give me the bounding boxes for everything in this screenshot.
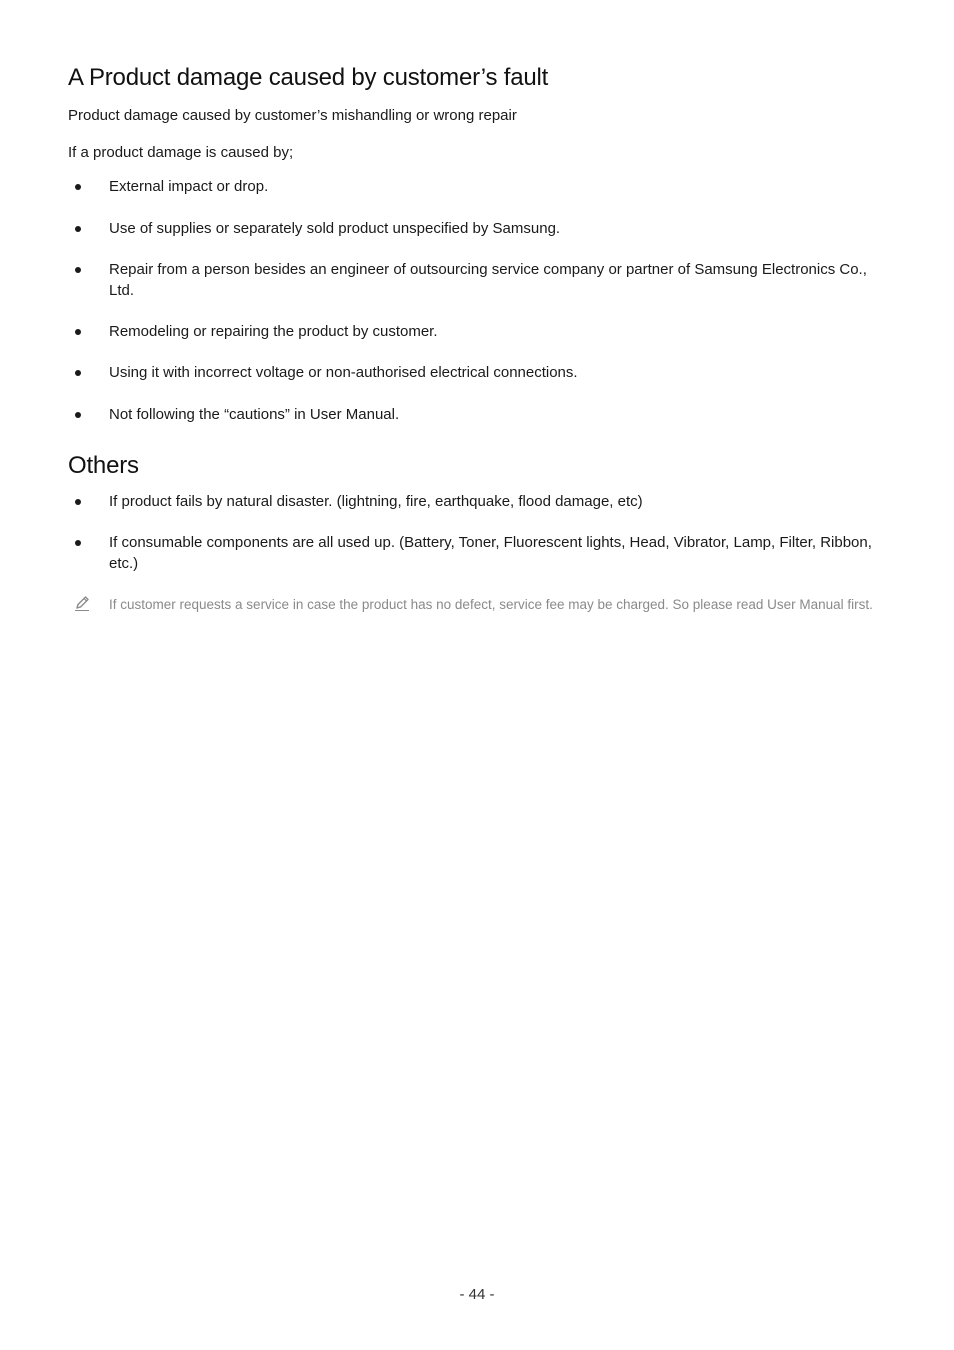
bullet-icon [75,370,81,376]
bullet-icon [75,540,81,546]
section-title-others: Others [68,452,139,479]
list-item: If consumable components are all used up. (Battery, Toner, Fluorescent lights, Head, Vibrator, Lamp, Filter, Ribbon, etc.) [68,532,878,574]
list-item: Not following the “cautions” in User Manual. [68,404,878,425]
section-subtitle: Product damage caused by customer’s mishandling or wrong repair [68,107,517,124]
section-title-customer-fault: A Product damage caused by customer’s fault [68,64,549,91]
note-block [68,593,878,616]
list-item: Remodeling or repairing the product by customer. [68,321,878,342]
section-intro: If a product damage is caused by; [68,144,294,161]
list-item: Repair from a person besides an engineer of outsourcing service company or partner of Samsung Electronics Co., Ltd. [68,259,878,301]
note-text: If customer requests a service in case the product has no defect, service fee may be charged. So please read User Manual first. [109,597,873,612]
bullet-icon [75,226,81,232]
bullet-icon [75,329,81,335]
bullet-icon [75,412,81,418]
list-item: Using it with incorrect voltage or non-authorised electrical connections. [68,362,878,383]
page-number: - 44 - [459,1286,495,1303]
list-item: Use of supplies or separately sold product unspecified by Samsung. [68,218,878,239]
list-item: If product fails by natural disaster. (lightning, fire, earthquake, flood damage, etc) [68,491,878,512]
pencil-note-icon [73,594,91,612]
bullet-icon [75,184,81,190]
list-item: External impact or drop. [68,176,878,197]
bullet-icon [75,267,81,273]
bullet-icon [75,499,81,505]
